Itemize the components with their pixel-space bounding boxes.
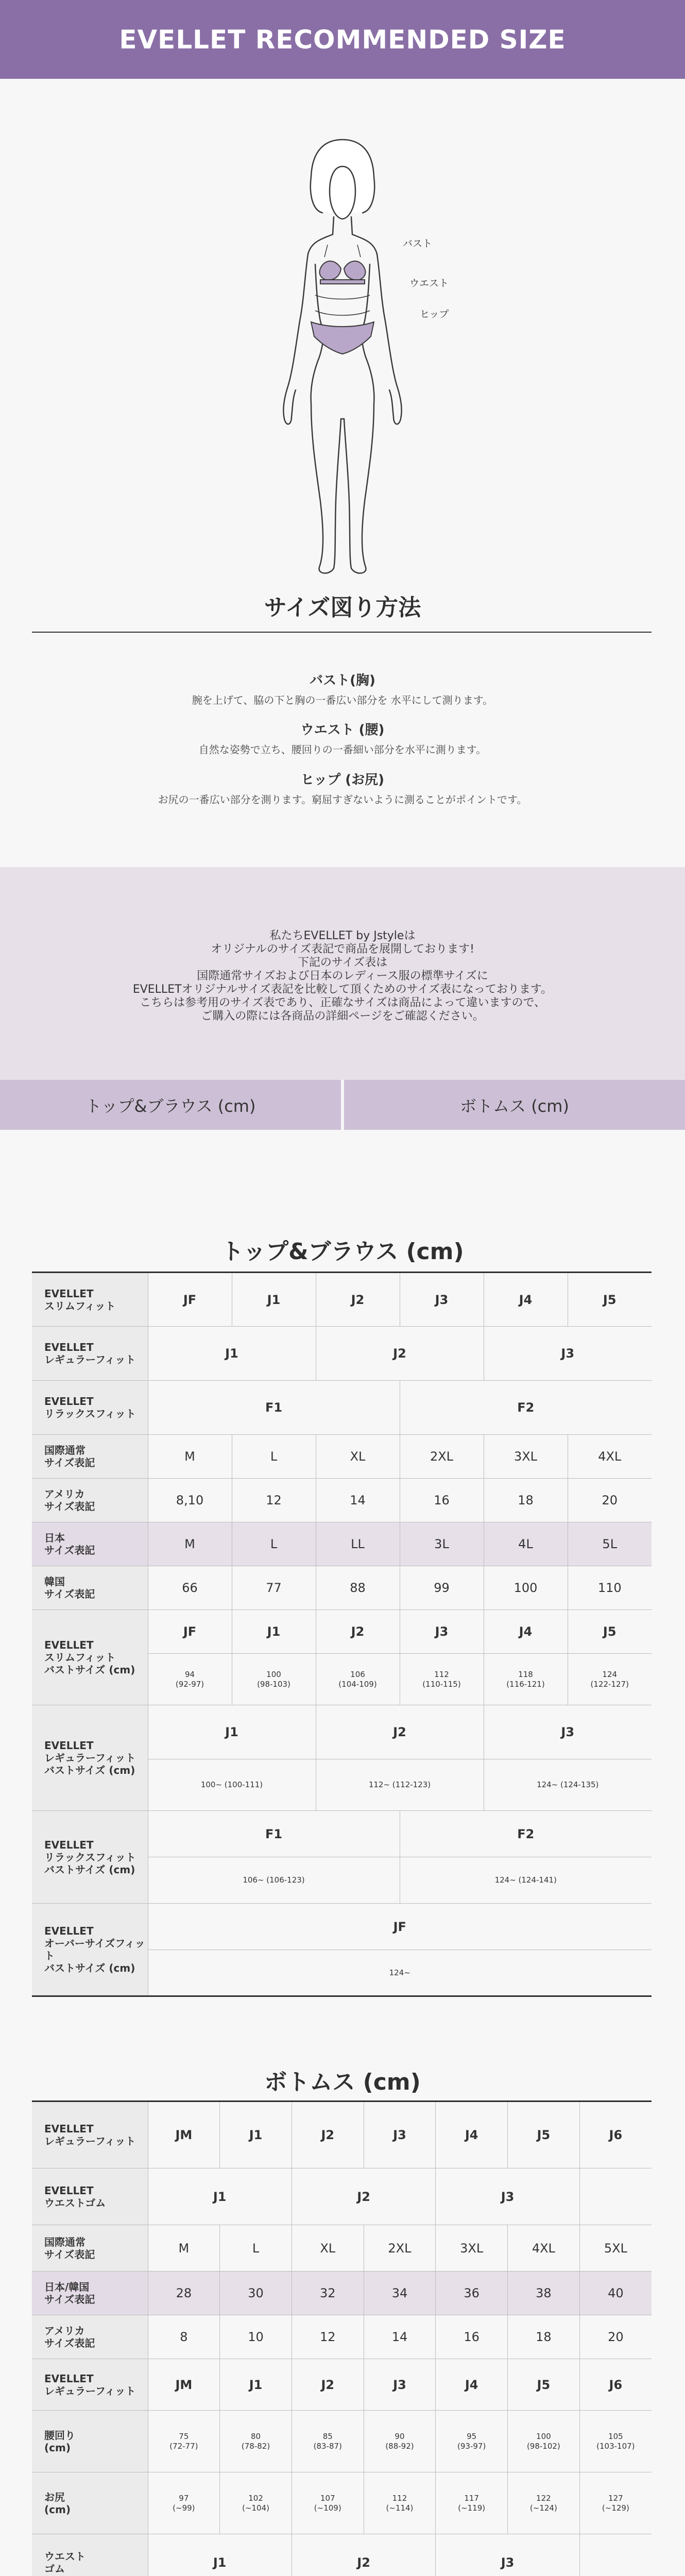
row-header: 国際通常 サイズ表記: [32, 2225, 148, 2272]
table-cell: J5: [568, 1273, 652, 1327]
table-row: [32, 2272, 652, 2315]
table-cell: 3L: [400, 1522, 484, 1566]
method-hip-title: ヒップ (お尻): [300, 772, 385, 788]
intro-line: オリジナルのサイズ表記で商品を展開しております!: [211, 942, 474, 956]
row-header: 日本 サイズ表記: [32, 1522, 148, 1566]
intro-line: ご購入の際には各商品の詳細ページをご確認ください。: [201, 1009, 484, 1023]
table-row: [32, 2102, 652, 2168]
intro-line: EVELLETオリジナルサイズ表記を比較して頂くためのサイズ表になっております。: [132, 982, 553, 996]
table-cell: 5L: [568, 1522, 652, 1566]
bottoms-size-table: [32, 2100, 652, 2576]
row-header: EVELLET ウエストゴム: [32, 2168, 148, 2225]
table-cell: JM: [148, 2102, 220, 2168]
table-cell: 34: [364, 2272, 436, 2315]
table-cell: J4: [436, 2359, 508, 2411]
table-cell: J6: [579, 2359, 652, 2411]
table-cell: 8: [148, 2315, 220, 2359]
table-cell: LL: [316, 1522, 400, 1566]
table-cell: 12: [232, 1479, 316, 1522]
table-cell: J1: [232, 1610, 316, 1654]
table-cell: 122 (~124): [508, 2472, 580, 2534]
table-row: [32, 1566, 652, 1610]
table-cell: J2: [292, 2534, 435, 2576]
method-hip-desc: お尻の一番広い部分を測ります。窮屈すぎないように測ることがポイントです。: [158, 793, 527, 806]
table-cell: 124~ (124-135): [484, 1759, 652, 1811]
table-cell: L: [220, 2225, 292, 2272]
row-header: EVELLET リラックスフィット バストサイズ (cm): [32, 1811, 148, 1904]
measure-method-section: [0, 584, 685, 867]
table-cell: J5: [568, 1610, 652, 1654]
table-cell: J1: [148, 1705, 316, 1759]
row-header: 韓国 サイズ表記: [32, 1566, 148, 1610]
body-figure-illustration: [0, 79, 685, 584]
table-row: [32, 2411, 652, 2472]
table-cell: J1: [148, 1327, 316, 1381]
table-cell: 100 (98-103): [232, 1654, 316, 1705]
table-cell: 18: [508, 2315, 580, 2359]
table-cell: 3XL: [436, 2225, 508, 2272]
bust-label: バスト: [403, 238, 433, 249]
tab-tops[interactable]: トップ&ブラウス (cm): [0, 1080, 344, 1130]
table-cell: J1: [232, 1273, 316, 1327]
method-hip: [0, 769, 685, 806]
row-header: EVELLET スリムフィット バストサイズ (cm): [32, 1610, 148, 1705]
table-cell: L: [232, 1435, 316, 1479]
table-cell: F1: [148, 1381, 400, 1435]
table-cell: J2: [292, 2102, 364, 2168]
table-cell: 97 (~99): [148, 2472, 220, 2534]
row-header: EVELLET スリムフィット: [32, 1273, 148, 1327]
table-cell: J4: [484, 1610, 568, 1654]
table-cell: XL: [316, 1435, 400, 1479]
intro-line: こちらは参考用のサイズ表であり、正確なサイズは商品によって違いますので、: [139, 996, 546, 1009]
table-cell: 3XL: [484, 1435, 568, 1479]
table-row: [32, 1522, 652, 1566]
table-cell: J5: [508, 2102, 580, 2168]
table-cell: J3: [436, 2534, 579, 2576]
table-cell: 5XL: [579, 2225, 652, 2272]
table-cell: 30: [220, 2272, 292, 2315]
table-cell: 40: [579, 2272, 652, 2315]
row-header: 国際通常 サイズ表記: [32, 1435, 148, 1479]
table-cell: 2XL: [400, 1435, 484, 1479]
row-header: 日本/韓国 サイズ表記: [32, 2272, 148, 2315]
table-cell: 112 (~114): [364, 2472, 436, 2534]
table-cell: 2XL: [364, 2225, 436, 2272]
table-cell: 124 (122-127): [568, 1654, 652, 1705]
table-cell: J1: [148, 2168, 292, 2225]
table-cell: J3: [436, 2168, 579, 2225]
waist-label: ウエスト: [409, 278, 449, 289]
table-cell: J2: [292, 2168, 435, 2225]
table-cell: JF: [148, 1273, 232, 1327]
intro-notice: [0, 867, 685, 1080]
table-cell: [579, 2534, 652, 2576]
row-header: アメリカ サイズ表記: [32, 1479, 148, 1522]
table-cell: J3: [400, 1273, 484, 1327]
table-cell: 102 (~104): [220, 2472, 292, 2534]
table-cell: 106~ (106-123): [148, 1857, 400, 1904]
table-cell: M: [148, 2225, 220, 2272]
row-header: EVELLET レギュラーフィット バストサイズ (cm): [32, 1705, 148, 1811]
row-header: アメリカ サイズ表記: [32, 2315, 148, 2359]
table-row: [32, 1381, 652, 1435]
intro-line: 国際通常サイズおよび日本のレディース服の標準サイズに: [197, 969, 488, 982]
table-cell: 99: [400, 1566, 484, 1610]
table-cell: 105 (103-107): [579, 2411, 652, 2472]
table-cell: 18: [484, 1479, 568, 1522]
table-cell: 88: [316, 1566, 400, 1610]
table-cell: 100 (98-102): [508, 2411, 580, 2472]
table-cell: J1: [220, 2359, 292, 2411]
page-header: [0, 0, 685, 79]
table-cell: J3: [484, 1705, 652, 1759]
table-cell: F2: [400, 1381, 652, 1435]
table-cell: 106 (104-109): [316, 1654, 400, 1705]
table-cell: 10: [220, 2315, 292, 2359]
tops-size-table: [32, 1272, 652, 1997]
method-bust-title: バスト(胸): [310, 673, 375, 688]
method-waist-title: ウエスト (腰): [300, 722, 385, 738]
table-cell: XL: [292, 2225, 364, 2272]
table-cell: J3: [400, 1610, 484, 1654]
row-header: 腰回り (cm): [32, 2411, 148, 2472]
table-cell: J2: [316, 1705, 484, 1759]
table-cell: 36: [436, 2272, 508, 2315]
table-cell: 4XL: [568, 1435, 652, 1479]
table-cell: 16: [436, 2315, 508, 2359]
method-bust-desc: 腕を上げて、脇の下と胸の一番広い部分を 水平にして測ります。: [192, 694, 493, 706]
table-row: [32, 2315, 652, 2359]
table-cell: 32: [292, 2272, 364, 2315]
table-cell: 85 (83-87): [292, 2411, 364, 2472]
table-cell: 80 (78-82): [220, 2411, 292, 2472]
tops-table-title: トップ&ブラウス (cm): [221, 1239, 464, 1265]
table-row: [32, 1811, 652, 1857]
table-cell: J6: [579, 2102, 652, 2168]
bottoms-table-title: ボトムス (cm): [264, 2069, 421, 2095]
table-cell: 4XL: [508, 2225, 580, 2272]
row-header: EVELLET レギュラーフィット: [32, 1327, 148, 1381]
table-row: [32, 2534, 652, 2576]
table-row: [32, 1327, 652, 1381]
table-cell: JF: [148, 1610, 232, 1654]
table-cell: 28: [148, 2272, 220, 2315]
method-bust: [0, 670, 685, 707]
table-cell: 20: [568, 1479, 652, 1522]
intro-line: 私たちEVELLET by Jstyleは: [269, 929, 416, 942]
table-cell: 112 (110-115): [400, 1654, 484, 1705]
method-waist: [0, 719, 685, 756]
table-cell: J3: [484, 1327, 652, 1381]
table-row: [32, 2168, 652, 2225]
table-cell: JF: [148, 1904, 652, 1950]
table-cell: J1: [148, 2534, 292, 2576]
table-cell: 127 (~129): [579, 2472, 652, 2534]
table-cell: 66: [148, 1566, 232, 1610]
table-cell: 94 (92-97): [148, 1654, 232, 1705]
table-cell: J3: [364, 2102, 436, 2168]
table-cell: F1: [148, 1811, 400, 1857]
row-header: ウエスト ゴム: [32, 2534, 148, 2576]
measure-method-title: サイズ図り方法: [264, 595, 421, 621]
table-row: [32, 2225, 652, 2272]
table-cell: M: [148, 1522, 232, 1566]
table-cell: 12: [292, 2315, 364, 2359]
row-header: EVELLET レギュラーフィット: [32, 2102, 148, 2168]
table-row: [32, 1705, 652, 1759]
intro-line: 下記のサイズ表は: [297, 956, 388, 969]
tab-bottoms[interactable]: ボトムス (cm): [460, 1096, 569, 1116]
hip-label: ヒップ: [420, 309, 449, 320]
body-figure-section: [0, 79, 685, 584]
table-cell: J3: [364, 2359, 436, 2411]
page-title: EVELLET RECOMMENDED SIZE: [119, 24, 566, 55]
table-cell: J5: [508, 2359, 580, 2411]
table-cell: 100~ (100-111): [148, 1759, 316, 1811]
table-cell: 107 (~109): [292, 2472, 364, 2534]
row-header: EVELLET レギュラーフィット: [32, 2359, 148, 2411]
table-cell: 117 (~119): [436, 2472, 508, 2534]
table-cell: M: [148, 1435, 232, 1479]
table-cell: 14: [316, 1479, 400, 1522]
table-cell: J2: [292, 2359, 364, 2411]
table-cell: 100: [484, 1566, 568, 1610]
table-cell: J2: [316, 1273, 400, 1327]
table-cell: 112~ (112-123): [316, 1759, 484, 1811]
table-cell: 14: [364, 2315, 436, 2359]
table-cell: J4: [484, 1273, 568, 1327]
table-row: [32, 2472, 652, 2534]
method-waist-desc: 自然な姿勢で立ち、腰回りの一番細い部分を水平に測ります。: [198, 743, 487, 756]
table-cell: J1: [220, 2102, 292, 2168]
table-cell: J4: [436, 2102, 508, 2168]
table-cell: JM: [148, 2359, 220, 2411]
row-header: EVELLET オーバーサイズフィット バストサイズ (cm): [32, 1904, 148, 1996]
table-cell: 4L: [484, 1522, 568, 1566]
table-cell: 75 (72-77): [148, 2411, 220, 2472]
table-cell: 124~: [148, 1950, 652, 1996]
table-cell: 110: [568, 1566, 652, 1610]
table-row: [32, 1610, 652, 1654]
table-cell: 20: [579, 2315, 652, 2359]
divider: [32, 632, 652, 633]
table-row: [32, 1273, 652, 1327]
table-cell: 118 (116-121): [484, 1654, 568, 1705]
table-cell: 95 (93-97): [436, 2411, 508, 2472]
row-header: EVELLET リラックスフィット: [32, 1381, 148, 1435]
table-cell: 124~ (124-141): [400, 1857, 652, 1904]
table-cell: 8,10: [148, 1479, 232, 1522]
table-row: [32, 1479, 652, 1522]
table-cell: J2: [316, 1610, 400, 1654]
table-cell: 77: [232, 1566, 316, 1610]
table-cell: 38: [508, 2272, 580, 2315]
size-tabs: [0, 1080, 685, 1130]
table-cell: F2: [400, 1811, 652, 1857]
table-row: [32, 1435, 652, 1479]
row-header: お尻 (cm): [32, 2472, 148, 2534]
table-cell: L: [232, 1522, 316, 1566]
table-cell: J2: [316, 1327, 484, 1381]
table-row: [32, 1904, 652, 1950]
table-cell: 90 (88-92): [364, 2411, 436, 2472]
table-cell: 16: [400, 1479, 484, 1522]
table-row: [32, 2359, 652, 2411]
tables-area: [0, 1130, 685, 2576]
table-cell: [579, 2168, 652, 2225]
